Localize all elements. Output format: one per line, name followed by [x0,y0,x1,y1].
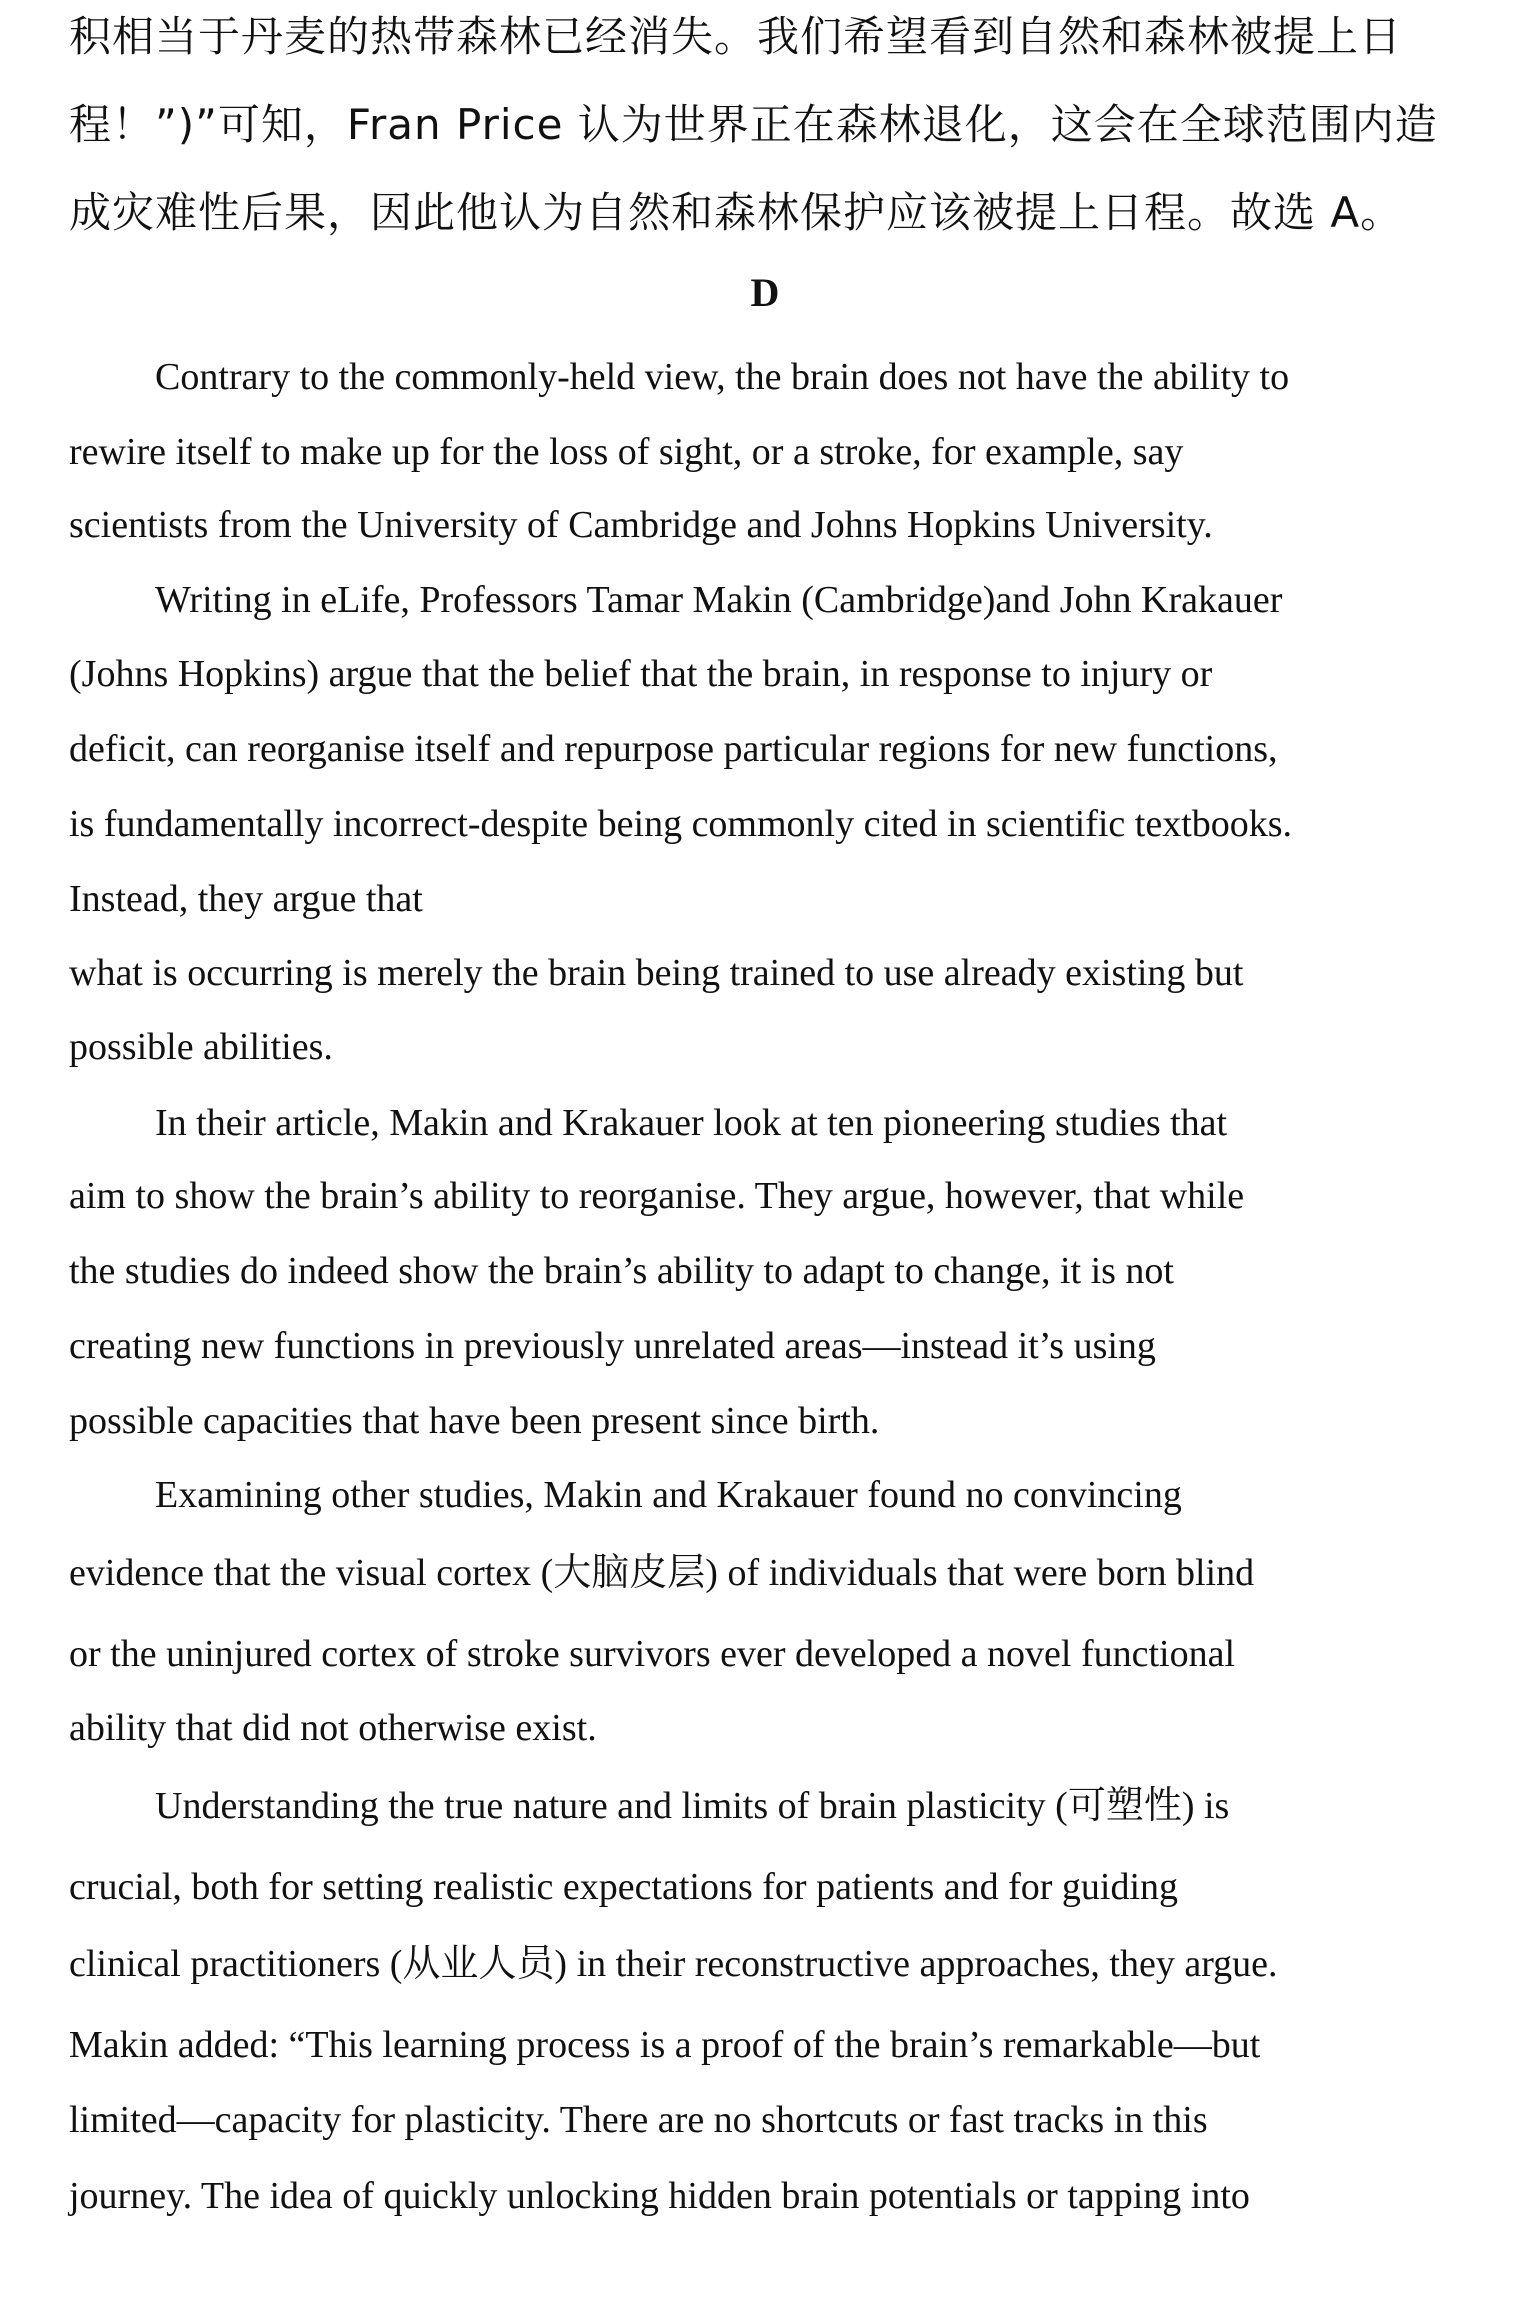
text-line: journey. The idea of quickly unlocking hidden brain potentials or tapping into [69,2175,1250,2217]
text-line: possible capacities that have been present since birth. [69,1400,880,1442]
text-line: ability that did not otherwise exist. [69,1707,597,1749]
text-line: scientists from the University of Cambridge and Johns Hopkins University. [69,504,1213,546]
text-line: Examining other studies, Makin and Krakauer found no convincing [155,1474,1182,1516]
text-line: limited—capacity for plasticity. There are no shortcuts or fast tracks in this [69,2099,1208,2141]
text-line: Writing in eLife, Professors Tamar Makin (Cambridge)and John Krakauer [155,579,1283,621]
text-line: Contrary to the commonly-held view, the brain does not have the ability to [155,356,1290,398]
text-line: 程！”)”可知，Fran Price 认为世界正在森林退化，这会在全球范围内造 [69,100,1438,149]
text-line: crucial, both for setting realistic expectations for patients and for guiding [69,1866,1179,1908]
text-line: Understanding the true nature and limits of brain plasticity (可塑性) is [155,1785,1230,1827]
text-line: clinical practitioners (从业人员) in their reconstructive approaches, they argue. [69,1943,1278,1985]
text-line: 积相当于丹麦的热带森林已经消失。我们希望看到自然和森林被提上日 [69,12,1403,61]
text-line: aim to show the brain’s ability to reorganise. They argue, however, that while [69,1175,1245,1217]
text-line: is fundamentally incorrect-despite being commonly cited in scientific textbooks. [69,803,1293,845]
text-line: deficit, can reorganise itself and repurpose particular regions for new functions, [69,728,1278,770]
section-heading: D [750,270,780,315]
text-line: possible abilities. [69,1026,333,1068]
text-line: the studies do indeed show the brain’s ability to adapt to change, it is not [69,1250,1174,1292]
text-line: Makin added: “This learning process is a proof of the brain’s remarkable—but [69,2024,1261,2066]
text-line: (Johns Hopkins) argue that the belief that the brain, in response to injury or [69,653,1213,695]
text-line: or the uninjured cortex of stroke survivors ever developed a novel functional [69,1633,1236,1675]
text-line: Instead, they argue that [69,878,423,920]
text-line: 成灾难性后果，因此他认为自然和森林保护应该被提上日程。故选 A。 [69,188,1404,237]
text-line: In their article, Makin and Krakauer look at ten pioneering studies that [155,1102,1228,1144]
text-line: evidence that the visual cortex (大脑皮层) of individuals that were born blind [69,1552,1255,1594]
text-line: creating new functions in previously unrelated areas—instead it’s using [69,1325,1156,1367]
text-line: rewire itself to make up for the loss of sight, or a stroke, for example, say [69,431,1184,473]
text-line: what is occurring is merely the brain being trained to use already existing but [69,952,1244,994]
